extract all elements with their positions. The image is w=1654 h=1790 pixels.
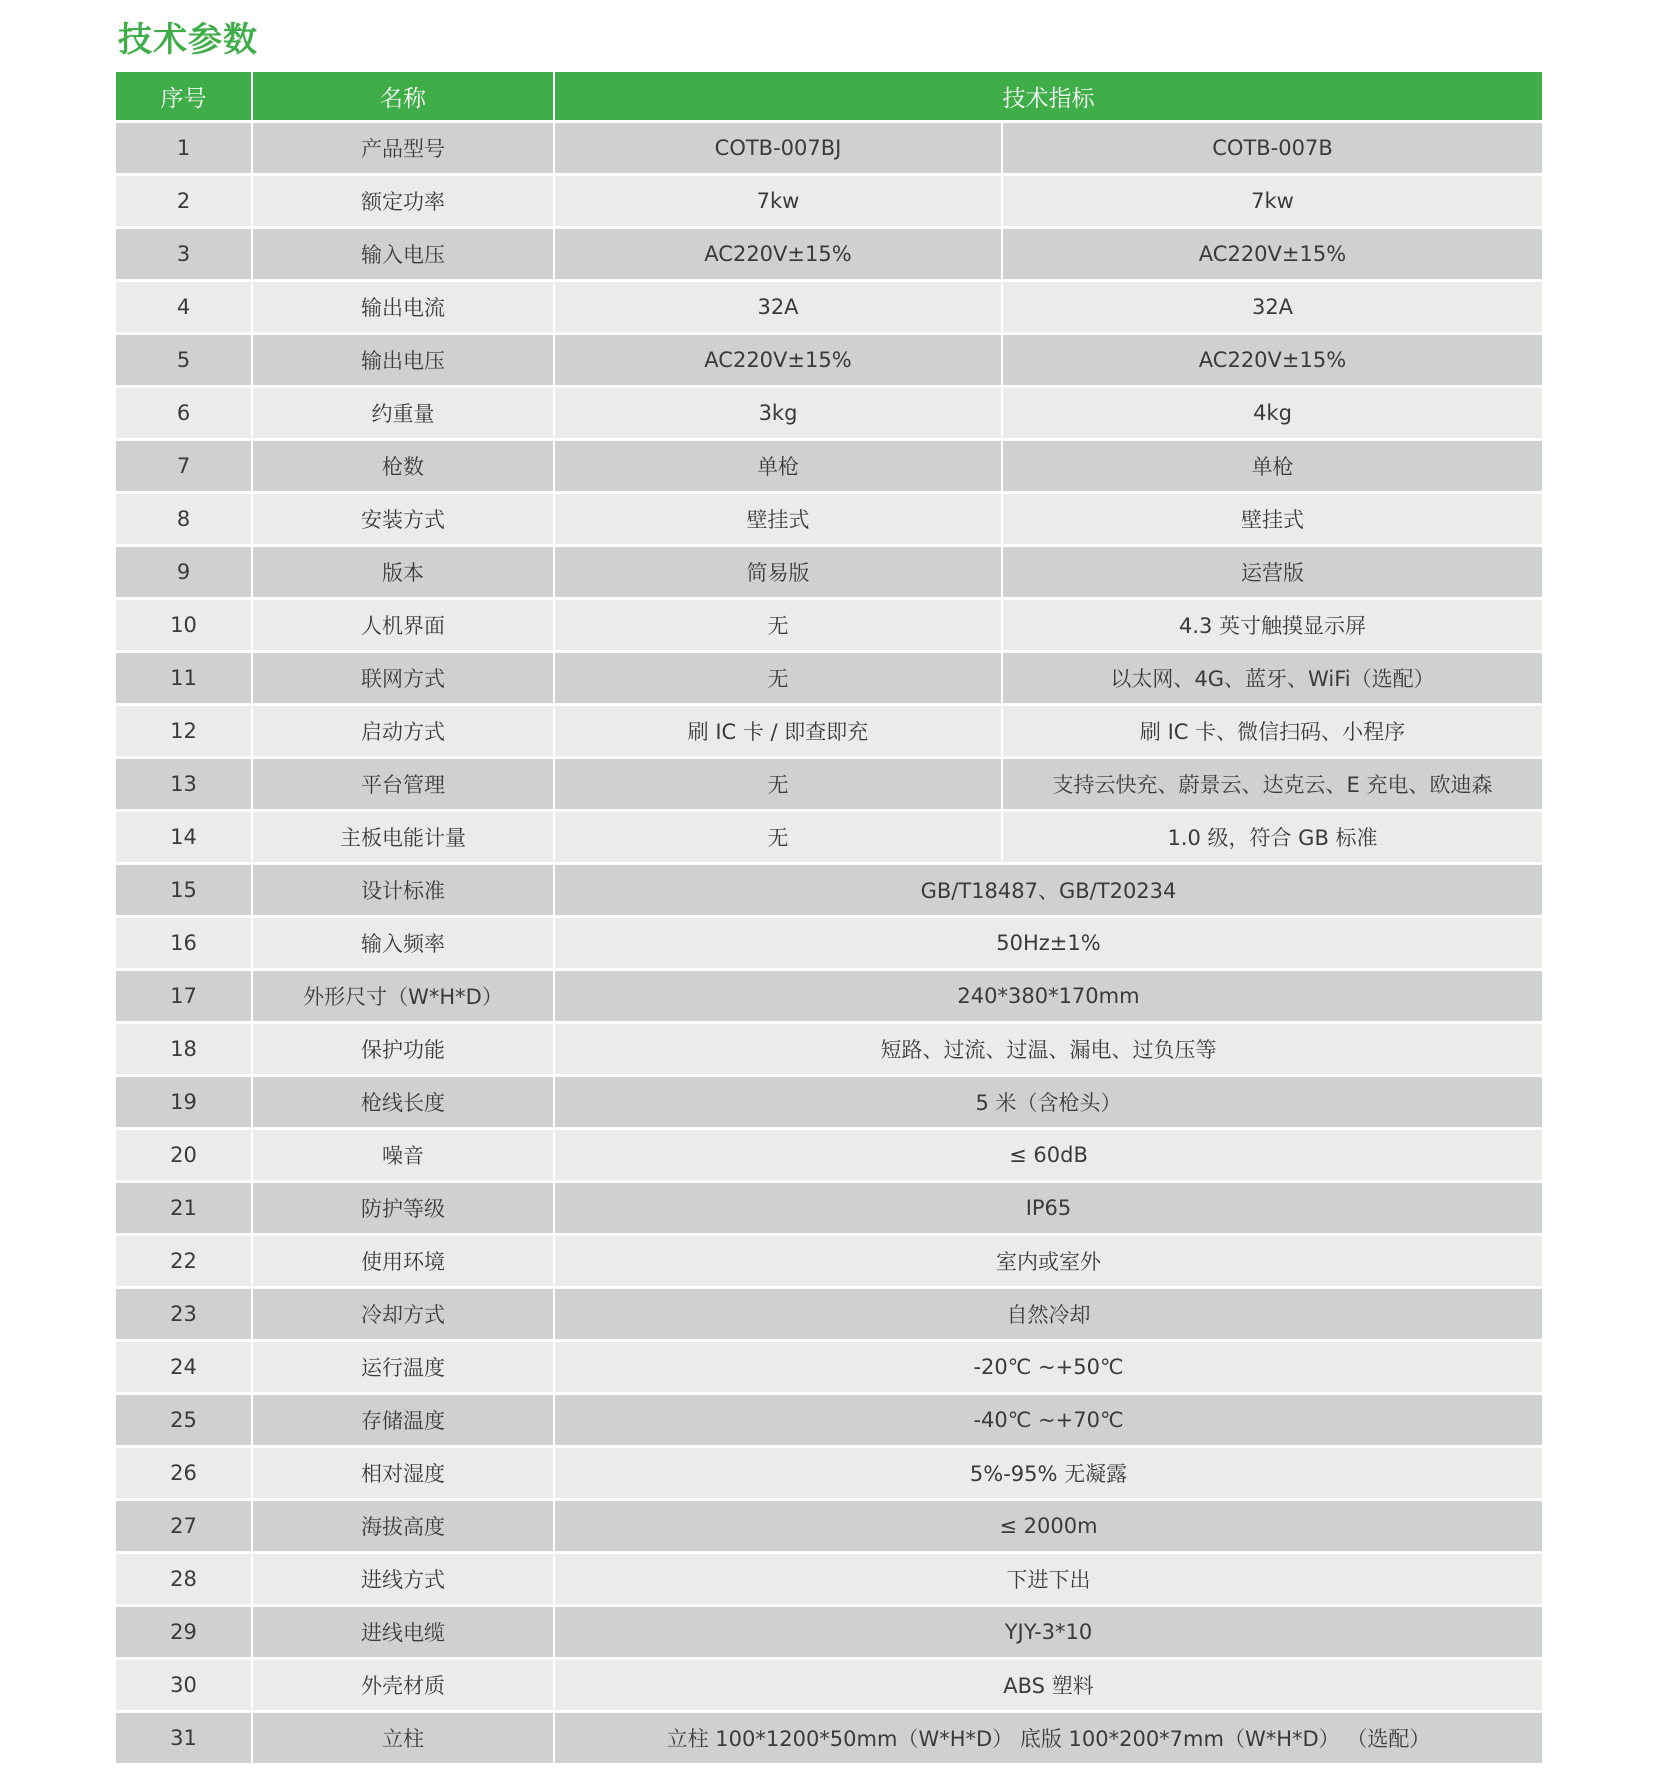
- row-index: 15: [116, 864, 252, 917]
- row-index: 20: [116, 1129, 252, 1182]
- table-row: [116, 1235, 1542, 1288]
- row-value-model-b: 32A: [1002, 281, 1542, 334]
- row-index: 7: [116, 440, 252, 493]
- table-row: [116, 1076, 1542, 1129]
- table-row: [116, 1341, 1542, 1394]
- table-row: [116, 1288, 1542, 1341]
- row-value-model-b: 1.0 级，符合 GB 标准: [1002, 811, 1542, 864]
- row-value: 5 米（含枪头）: [554, 1076, 1542, 1129]
- row-value-model-b: AC220V±15%: [1002, 334, 1542, 387]
- row-index: 12: [116, 705, 252, 758]
- row-name: 联网方式: [252, 652, 554, 705]
- row-name: 主板电能计量: [252, 811, 554, 864]
- row-index: 19: [116, 1076, 252, 1129]
- row-index: 6: [116, 387, 252, 440]
- row-name: 启动方式: [252, 705, 554, 758]
- row-value-model-a: 简易版: [554, 546, 1002, 599]
- row-index: 17: [116, 970, 252, 1023]
- row-name: 相对湿度: [252, 1447, 554, 1500]
- spec-table: [116, 72, 1542, 1766]
- table-row: [116, 1712, 1542, 1765]
- header-spec: 技术指标: [554, 72, 1542, 122]
- row-name: 保护功能: [252, 1023, 554, 1076]
- row-name: 存储温度: [252, 1394, 554, 1447]
- row-value-model-a: 壁挂式: [554, 493, 1002, 546]
- row-value-model-b: 以太网、4G、蓝牙、WiFi（选配）: [1002, 652, 1542, 705]
- table-row: [116, 440, 1542, 493]
- row-index: 8: [116, 493, 252, 546]
- row-name: 防护等级: [252, 1182, 554, 1235]
- row-name: 外形尺寸（W*H*D）: [252, 970, 554, 1023]
- row-value: ≤ 60dB: [554, 1129, 1542, 1182]
- table-row: [116, 493, 1542, 546]
- row-value-model-b: AC220V±15%: [1002, 228, 1542, 281]
- row-value: -40℃ ~+70℃: [554, 1394, 1542, 1447]
- row-index: 23: [116, 1288, 252, 1341]
- row-value: 自然冷却: [554, 1288, 1542, 1341]
- table-row: [116, 175, 1542, 228]
- row-index: 21: [116, 1182, 252, 1235]
- table-row: [116, 917, 1542, 970]
- row-name: 产品型号: [252, 122, 554, 175]
- table-row: [116, 1606, 1542, 1659]
- row-value-model-a: 刷 IC 卡 / 即查即充: [554, 705, 1002, 758]
- row-value-model-b: 4kg: [1002, 387, 1542, 440]
- table-row: [116, 334, 1542, 387]
- row-index: 4: [116, 281, 252, 334]
- row-name: 设计标准: [252, 864, 554, 917]
- table-row: [116, 652, 1542, 705]
- row-value: 50Hz±1%: [554, 917, 1542, 970]
- row-index: 16: [116, 917, 252, 970]
- row-index: 11: [116, 652, 252, 705]
- table-row: [116, 1659, 1542, 1712]
- table-row: [116, 1447, 1542, 1500]
- row-index: 29: [116, 1606, 252, 1659]
- row-index: 26: [116, 1447, 252, 1500]
- table-row: [116, 970, 1542, 1023]
- row-index: 31: [116, 1712, 252, 1765]
- table-row: [116, 758, 1542, 811]
- row-value-model-a: 7kw: [554, 175, 1002, 228]
- table-row: [116, 1182, 1542, 1235]
- row-name: 外壳材质: [252, 1659, 554, 1712]
- row-index: 13: [116, 758, 252, 811]
- row-value-model-a: 3kg: [554, 387, 1002, 440]
- table-row: [116, 811, 1542, 864]
- table-row: [116, 387, 1542, 440]
- table-row: [116, 1129, 1542, 1182]
- table-row: [116, 122, 1542, 175]
- row-value: 240*380*170mm: [554, 970, 1542, 1023]
- row-index: 2: [116, 175, 252, 228]
- row-value: ABS 塑料: [554, 1659, 1542, 1712]
- row-name: 输出电压: [252, 334, 554, 387]
- row-name: 额定功率: [252, 175, 554, 228]
- row-name: 输出电流: [252, 281, 554, 334]
- row-value-model-b: 壁挂式: [1002, 493, 1542, 546]
- row-index: 25: [116, 1394, 252, 1447]
- row-name: 海拔高度: [252, 1500, 554, 1553]
- header-index: 序号: [116, 72, 252, 122]
- row-value: GB/T18487、GB/T20234: [554, 864, 1542, 917]
- row-index: 27: [116, 1500, 252, 1553]
- table-row: [116, 705, 1542, 758]
- row-index: 1: [116, 122, 252, 175]
- table-row: [116, 546, 1542, 599]
- row-index: 30: [116, 1659, 252, 1712]
- row-value-model-a: AC220V±15%: [554, 334, 1002, 387]
- row-index: 10: [116, 599, 252, 652]
- row-value-model-a: AC220V±15%: [554, 228, 1002, 281]
- row-value-model-b: 刷 IC 卡、微信扫码、小程序: [1002, 705, 1542, 758]
- row-value-model-a: 无: [554, 811, 1002, 864]
- row-index: 5: [116, 334, 252, 387]
- row-name: 进线电缆: [252, 1606, 554, 1659]
- row-value-model-b: COTB-007B: [1002, 122, 1542, 175]
- row-value-model-a: 无: [554, 758, 1002, 811]
- row-value-model-a: COTB-007BJ: [554, 122, 1002, 175]
- row-value: ≤ 2000m: [554, 1500, 1542, 1553]
- row-value-model-b: 7kw: [1002, 175, 1542, 228]
- row-value: -20℃ ~+50℃: [554, 1341, 1542, 1394]
- row-value-model-b: 支持云快充、蔚景云、达克云、E 充电、欧迪森: [1002, 758, 1542, 811]
- row-value-model-a: 32A: [554, 281, 1002, 334]
- row-name: 输入频率: [252, 917, 554, 970]
- row-index: 24: [116, 1341, 252, 1394]
- row-name: 运行温度: [252, 1341, 554, 1394]
- table-body: [116, 122, 1542, 1765]
- row-name: 约重量: [252, 387, 554, 440]
- row-value: YJY-3*10: [554, 1606, 1542, 1659]
- table-row: [116, 1394, 1542, 1447]
- row-name: 使用环境: [252, 1235, 554, 1288]
- row-value: 下进下出: [554, 1553, 1542, 1606]
- row-name: 枪线长度: [252, 1076, 554, 1129]
- table-header-row: [116, 72, 1542, 122]
- row-value-model-b: 运营版: [1002, 546, 1542, 599]
- header-name: 名称: [252, 72, 554, 122]
- page-title: 技术参数: [118, 20, 258, 60]
- row-name: 进线方式: [252, 1553, 554, 1606]
- row-value-model-a: 单枪: [554, 440, 1002, 493]
- row-index: 22: [116, 1235, 252, 1288]
- row-value: IP65: [554, 1182, 1542, 1235]
- row-value-model-b: 4.3 英寸触摸显示屏: [1002, 599, 1542, 652]
- table-row: [116, 599, 1542, 652]
- row-value: 室内或室外: [554, 1235, 1542, 1288]
- row-name: 输入电压: [252, 228, 554, 281]
- table-row: [116, 228, 1542, 281]
- table-row: [116, 1500, 1542, 1553]
- row-index: 18: [116, 1023, 252, 1076]
- table-row: [116, 1023, 1542, 1076]
- row-value: 立柱 100*1200*50mm（W*H*D） 底版 100*200*7mm（W*H*D） （选配）: [554, 1712, 1542, 1765]
- row-index: 28: [116, 1553, 252, 1606]
- row-value: 短路、过流、过温、漏电、过负压等: [554, 1023, 1542, 1076]
- row-value-model-b: 单枪: [1002, 440, 1542, 493]
- row-index: 14: [116, 811, 252, 864]
- row-name: 冷却方式: [252, 1288, 554, 1341]
- row-name: 枪数: [252, 440, 554, 493]
- row-index: 3: [116, 228, 252, 281]
- row-name: 噪音: [252, 1129, 554, 1182]
- row-value: 5%-95% 无凝露: [554, 1447, 1542, 1500]
- row-name: 安装方式: [252, 493, 554, 546]
- row-index: 9: [116, 546, 252, 599]
- row-value-model-a: 无: [554, 599, 1002, 652]
- row-name: 平台管理: [252, 758, 554, 811]
- table-row: [116, 864, 1542, 917]
- table-row: [116, 1553, 1542, 1606]
- row-value-model-a: 无: [554, 652, 1002, 705]
- table-row: [116, 281, 1542, 334]
- row-name: 人机界面: [252, 599, 554, 652]
- row-name: 版本: [252, 546, 554, 599]
- row-name: 立柱: [252, 1712, 554, 1765]
